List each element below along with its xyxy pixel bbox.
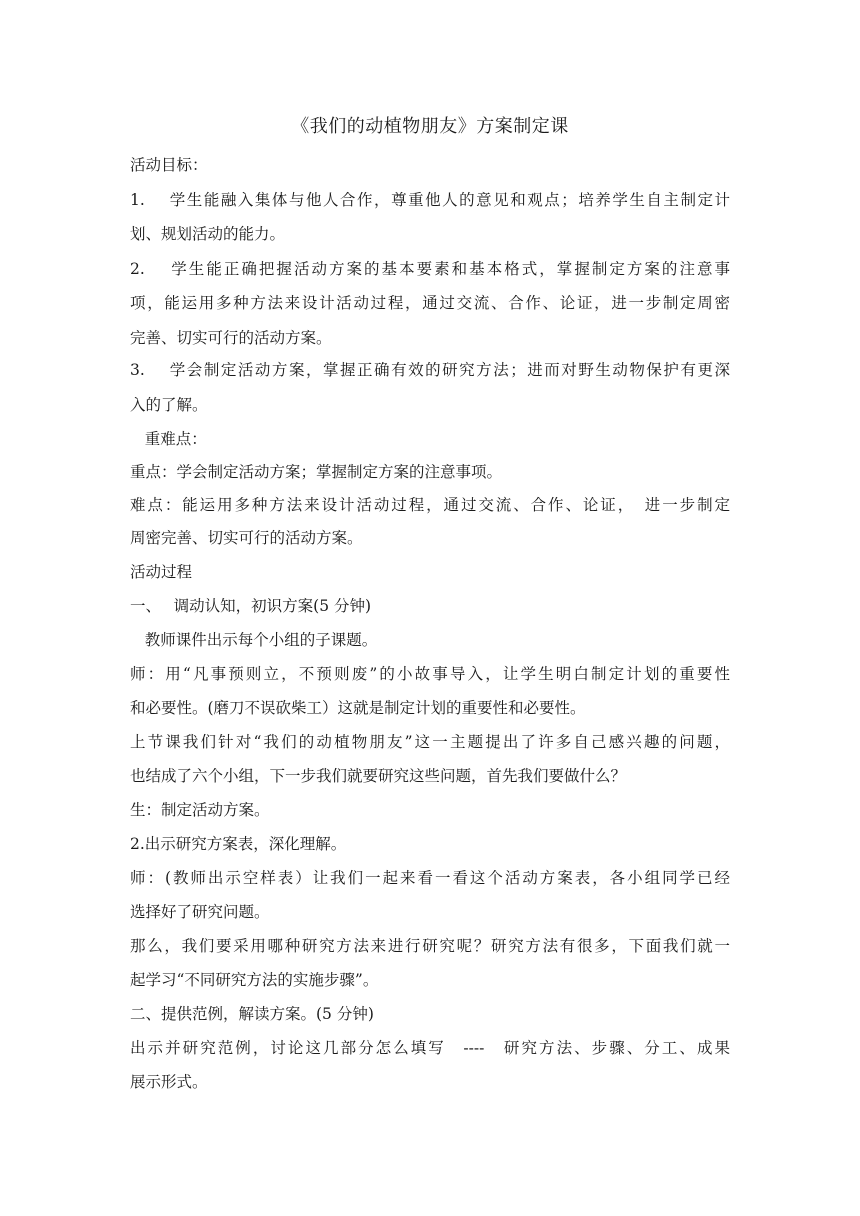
text-line: 重点：学会制定活动方案；掌握制定方案的注意事项。 <box>130 463 503 481</box>
text-line: 难点：能运用多种方法来设计活动过程，通过交流、合作、论证， 进一步制定 <box>130 496 730 514</box>
text-line: 那么，我们要采用哪种研究方法来进行研究呢？研究方法有很多，下面我们就一 <box>130 937 730 955</box>
text-line: 二、提供范例，解读方案。(5 分钟) <box>130 1005 374 1023</box>
text-line: 1. 学生能融入集体与他人合作，尊重他人的意见和观点；培养学生自主制定计 <box>130 191 730 209</box>
text-line: 选择好了研究问题。 <box>130 903 270 921</box>
text-line: 3. 学会制定活动方案，掌握正确有效的研究方法；进而对野生动物保护有更深 <box>130 361 730 379</box>
text-line: 活动过程 <box>130 563 193 581</box>
text-line: 师：(教师出示空样表）让我们一起来看一看这个活动方案表，各小组同学已经 <box>130 869 730 887</box>
text-line: 活动目标： <box>130 156 208 174</box>
text-line: 入的了解。 <box>130 396 208 414</box>
text-line: 周密完善、切实可行的活动方案。 <box>130 529 363 547</box>
text-line: 展示形式。 <box>130 1073 208 1091</box>
text-line: 重难点： <box>130 430 207 448</box>
document-title: 《我们的动植物朋友》方案制定课 <box>291 116 569 137</box>
text-line: 划、规划活动的能力。 <box>130 225 286 243</box>
text-line: 和必要性。(磨刀不误砍柴工）这就是制定计划的重要性和必要性。 <box>130 699 586 717</box>
text-line: 起学习“不同研究方法的实施步骤”。 <box>130 971 379 989</box>
text-line: 教师课件出示每个小组的子课题。 <box>130 631 378 649</box>
text-line: 2. 学生能正确把握活动方案的基本要素和基本格式，掌握制定方案的注意事 <box>130 260 730 278</box>
text-line: 师：用“凡事预则立，不预则废”的小故事导入，让学生明白制定计划的重要性 <box>130 665 730 683</box>
text-line: 上节课我们针对“我们的动植物朋友”这一主题提出了许多自己感兴趣的问题， <box>130 733 730 751</box>
text-line: 2.出示研究方案表，深化理解。 <box>130 835 347 853</box>
text-line: 完善、切实可行的活动方案。 <box>130 329 332 347</box>
text-line: 生：制定活动方案。 <box>130 801 270 819</box>
text-line: 出示并研究范例，讨论这几部分怎么填写 ---- 研究方法、步骤、分工、成果 <box>130 1039 730 1057</box>
text-line: 一、 调动认知，初识方案(5 分钟) <box>130 597 372 615</box>
text-line: 也结成了六个小组，下一步我们就要研究这些问题，首先我们要做什么？ <box>130 767 627 785</box>
text-line: 项，能运用多种方法来设计活动过程，通过交流、合作、论证，进一步制定周密 <box>130 294 730 312</box>
